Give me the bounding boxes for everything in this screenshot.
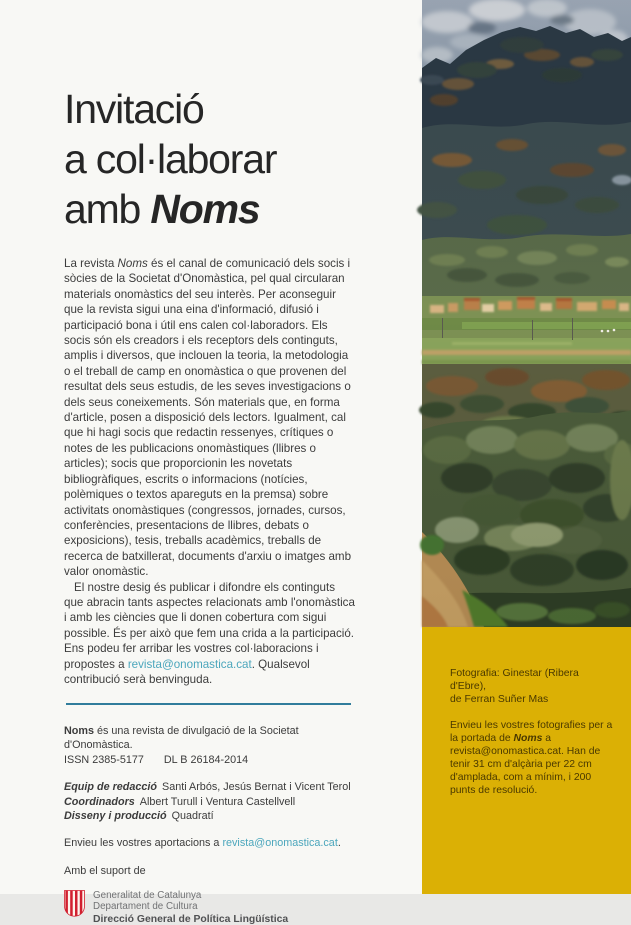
submit-rest: a revista@onomastica.cat. Han de tenir 31 cm d'alçària per 22 cm d'amplada, com a mínim, i 200 punts de resolució. (450, 733, 601, 796)
gencat-line-1: Generalitat de Catalunya (93, 889, 202, 901)
credit-label: Disseny i producció (64, 810, 167, 823)
email-link[interactable]: revista@onomastica.cat (127, 657, 252, 671)
gencat-text (93, 890, 288, 925)
credit-row-disseny (64, 809, 364, 823)
dl-number: DL B 26184-2014 (163, 754, 249, 767)
credit-value: Albert Turull i Ventura Castellvell (139, 795, 296, 808)
aportacions-email-link[interactable]: revista@onomastica.cat (222, 836, 338, 849)
senyera-shield-icon (64, 890, 85, 921)
intro-paragraph-1 (64, 256, 356, 580)
support-line: Amb el suport de (64, 864, 146, 877)
cover-photo (422, 0, 631, 627)
title-line-3: amb (64, 186, 151, 232)
p2-rest: . Qualsevol contribució serà benvinguda. (64, 657, 310, 686)
p1-rest: és el canal de comunicació dels socis i sòcies de la Societat d'Onomàstica, pel qual circularan materials onomàstics del seu interès. Per aconseguir que la revista sigui una eina d'informació, difusió i participació bona i útil ens calen col·laboradors. Els socis són els creadors i els receptors dels continguts, amplis i diversos, que inclouen la teoria, la metodologia o el treball de camp en onomàstica o que provenen del resultat dels seus estudis, de les seves investigacions o dels seus coneixements. Són materials que, en forma d'article, posen a disposició dels lectors. Igualment, cal que hi hagi socis que redactin ressenyes, crítiques o notes de les publicacions onomàstiques (llibres o articles); socis que proporcionin les novetats bibliogràfiques, escrits o informacions (notícies, polèmiques o textos apareguts en la premsa) sobre activitats onomàstiques (congressos, jornades, cursos, conferències, presentacions de llibres, debats o exposicions), tesis, treballs acadèmics, treballs de recerca de batxillerat, documents d'arxiu o imatges amb valor onomàstic. (64, 257, 352, 579)
about-line (64, 724, 364, 752)
gencat-logo (64, 890, 364, 925)
credit-row-redaccio (64, 780, 364, 794)
title-noms: Noms (150, 186, 260, 232)
gencat-line-3: Direcció General de Política Lingüística (93, 913, 289, 925)
credit-value: Santi Arbós, Jesús Bernat i Vicent Terol (162, 781, 351, 794)
photo-credit-line-2: de Ferran Suñer Mas (450, 694, 549, 705)
submit-lead: Envieu les vostres fotografies per a la portada de (450, 720, 613, 744)
title-line-2: a col·laborar (64, 136, 277, 182)
p1-noms: Noms (117, 257, 148, 270)
about-rest: és una revista de divulgació de la Societat d'Onomàstica. (64, 725, 299, 752)
divider-rule (66, 703, 351, 705)
title-line-1: Invitació (64, 86, 204, 132)
aportacions-line (64, 836, 364, 850)
issn-line (64, 753, 364, 767)
issn-number: ISSN 2385-5177 (64, 754, 144, 767)
intro-text (64, 256, 356, 687)
credits-block (64, 780, 364, 823)
p2-lead: El nostre desig és publicar i difondre els continguts que abracin tants aspectes relacionats amb l'onomàstica i amb les ciències que li donen cobertura com sigui possible. És per això que fem una crida a la participació. Ens podeu fer arribar les vostres col·laboracions i propostes a (64, 580, 355, 671)
credit-label: Coordinadors (64, 795, 135, 808)
photo-credit (450, 667, 613, 706)
about-noms: Noms (64, 725, 94, 738)
main-column (64, 0, 364, 925)
aportacions-lead: Envieu les vostres aportacions a (64, 836, 223, 849)
intro-paragraph-2 (64, 580, 356, 688)
photo-credit-line-1: Fotografia: Ginestar (Ribera d'Ebre), (450, 668, 579, 692)
submit-noms: Noms (513, 733, 543, 744)
photo-submission-note (450, 719, 613, 797)
credit-row-coordinadors (64, 795, 364, 809)
credit-value: Quadratí (171, 810, 214, 823)
aportacions-end: . (337, 836, 341, 849)
photo-info-content (422, 627, 631, 797)
gencat-line-2: Departament de Cultura (93, 901, 198, 913)
page-title (64, 84, 364, 234)
p1-lead: La revista (64, 257, 118, 270)
landscape-photo-illustration (422, 0, 631, 627)
credit-label: Equip de redacció (64, 781, 157, 794)
photo-info-panel (422, 627, 631, 894)
footer (64, 724, 364, 925)
